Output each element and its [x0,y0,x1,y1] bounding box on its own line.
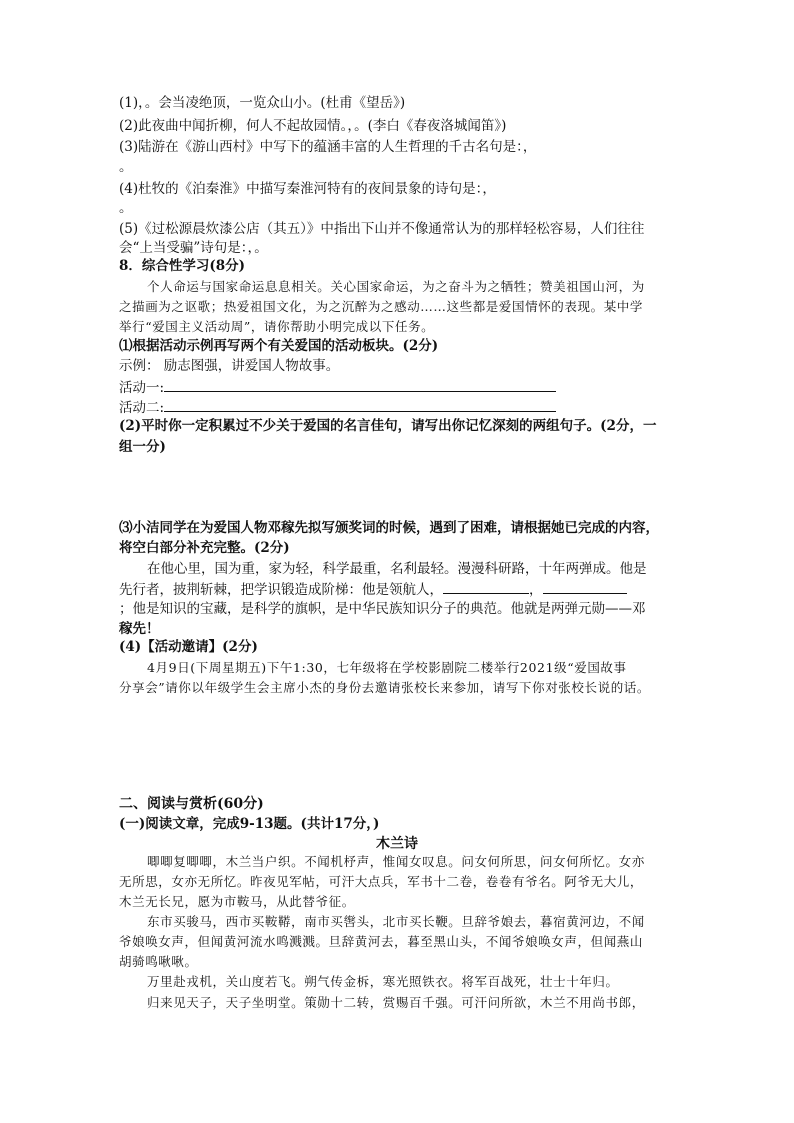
activity-1-label: 活动一: [119,380,165,396]
poem-line: 万里赴戎机，关山度若飞。朔气传金柝，寒光照铁衣。将军百战死，壮士十年归。 [147,974,619,989]
q8-sub2-cont: 组一分) [119,439,166,455]
q8-activity-1 [119,378,556,397]
poem-line: 无所思，女亦无所忆。昨夜见军帖，可汗大点兵，军书十二卷，卷卷有爷名。阿爷无大儿， [119,874,644,889]
award-blank-2[interactable] [543,580,627,594]
q8-intro-line: 举行“爱国主义活动周”，请你帮助小明完成以下任务。 [119,319,435,334]
activity-1-answer-blank[interactable] [164,378,556,392]
q8-activity-2 [119,398,556,417]
poetry-item-1: (1)，。会当凌绝顶，一览众山小。(杜甫《望岳》) [119,95,406,111]
poem-line: 归来见天子，天子坐明堂。策勋十二转，赏赐百千强。可汗问所欲，木兰不用尚书郎， [147,995,645,1010]
q8-sub4: (4)【活动邀请】(2分) [119,639,258,655]
activity-2-label: 活动二: [119,400,165,416]
award-text-segment: ， [529,582,543,598]
poetry-item-5-end: 会“上当受骗”诗句是：，。 [119,240,268,256]
award-text-line: 在他心里，国为重，家为轻，科学最重，名利最轻。漫漫科研路，十年两弹成。他是 [147,561,647,577]
invite-text-line: 分享会”请你以年级学生会主席小杰的身份去邀请张校长来参加，请写下你对张校长说的话。 [119,680,650,695]
poetry-item-3-end: 。 [119,159,133,175]
activity-2-answer-blank[interactable] [164,398,556,412]
poetry-item-3: (3)陆游在《游山西村》中写下的蕴涵丰富的人生哲理的千古名句是：， [119,139,537,155]
part2-sub: (一)阅读文章，完成9-13题。(共计17分，) [119,816,380,832]
poetry-item-5: (5)《过松源晨炊漆公店（其五）》中指出下山并不像通常认为的那样轻松容易，人们往往 [119,221,645,237]
q8-sub1: ⑴根据活动示例再写两个有关爱国的活动板块。(2分) [119,338,439,354]
invite-text-line: 4月9日(下周星期五)下午1:30，七年级将在学校影剧院二楼举行2021级“爱国故事 [147,660,627,675]
q8-title: 8．综合性学习(8分) [119,258,246,274]
poetry-item-2: (2)此夜曲中闻折柳，何人不起故园情。，。(李白《春夜洛城闻笛》) [119,118,507,134]
poem-line: 唧唧复唧唧，木兰当户织。不闻机杼声，惟闻女叹息。问女何所思，问女何所忆。女亦 [147,854,645,869]
poetry-item-4-end: 。 [119,200,133,216]
poem-line: 爷娘唤女声，但闻黄河流水鸣溅溅。旦辞黄河去，暮至黑山头，不闻爷娘唤女声，但闻燕山 [119,934,644,949]
award-blank-1[interactable] [443,580,529,594]
award-text-line [119,580,627,599]
q8-sub3: ⑶小洁同学在为爱国人物邓稼先拟写颁奖词的时候，遇到了困难，请根据她已完成的内容， [119,520,659,536]
q8-intro-line: 个人命运与国家命运息息相关。关心国家命运，为之奋斗为之牺牲；赞美祖国山河，为 [147,279,645,294]
award-text-segment: 先行者，披荆斩棘，把学识锻造成阶梯：他是领航人， [119,582,443,598]
q8-sub2: (2)平时你一定积累过不少关于爱国的名言佳句，请写出你记忆深刻的两组句子。(2分，一 [119,418,657,434]
award-text-line: 稼先！ [119,621,160,637]
q8-sub3-cont: 将空白部分补充完整。(2分) [119,540,290,556]
poem-line: 东市买骏马，西市买鞍鞯，南市买辔头，北市买长鞭。旦辞爷娘去，暮宿黄河边，不闻 [147,914,645,929]
poem-title: 木兰诗 [376,836,418,852]
poetry-item-4: (4)杜牧的《泊秦淮》中描写秦淮河特有的夜间景象的诗句是：， [119,181,496,197]
award-text-line: ；他是知识的宝藏，是科学的旗帜，是中华民族知识分子的典范。他就是两弹元勋——邓 [119,601,646,617]
part2-heading: 二、阅读与赏析(60分) [119,796,264,812]
q8-example: 示例： 励志图强，讲爱国人物故事。 [119,358,340,374]
q8-intro-line: 之描画为之讴歌；热爱祖国文化，为之沉醉为之感动……这些都是爱国情怀的表现。某中学 [119,299,644,314]
poem-line: 胡骑鸣啾啾。 [119,954,198,969]
poem-line: 木兰无长兄，愿为市鞍马，从此替爷征。 [119,894,355,909]
